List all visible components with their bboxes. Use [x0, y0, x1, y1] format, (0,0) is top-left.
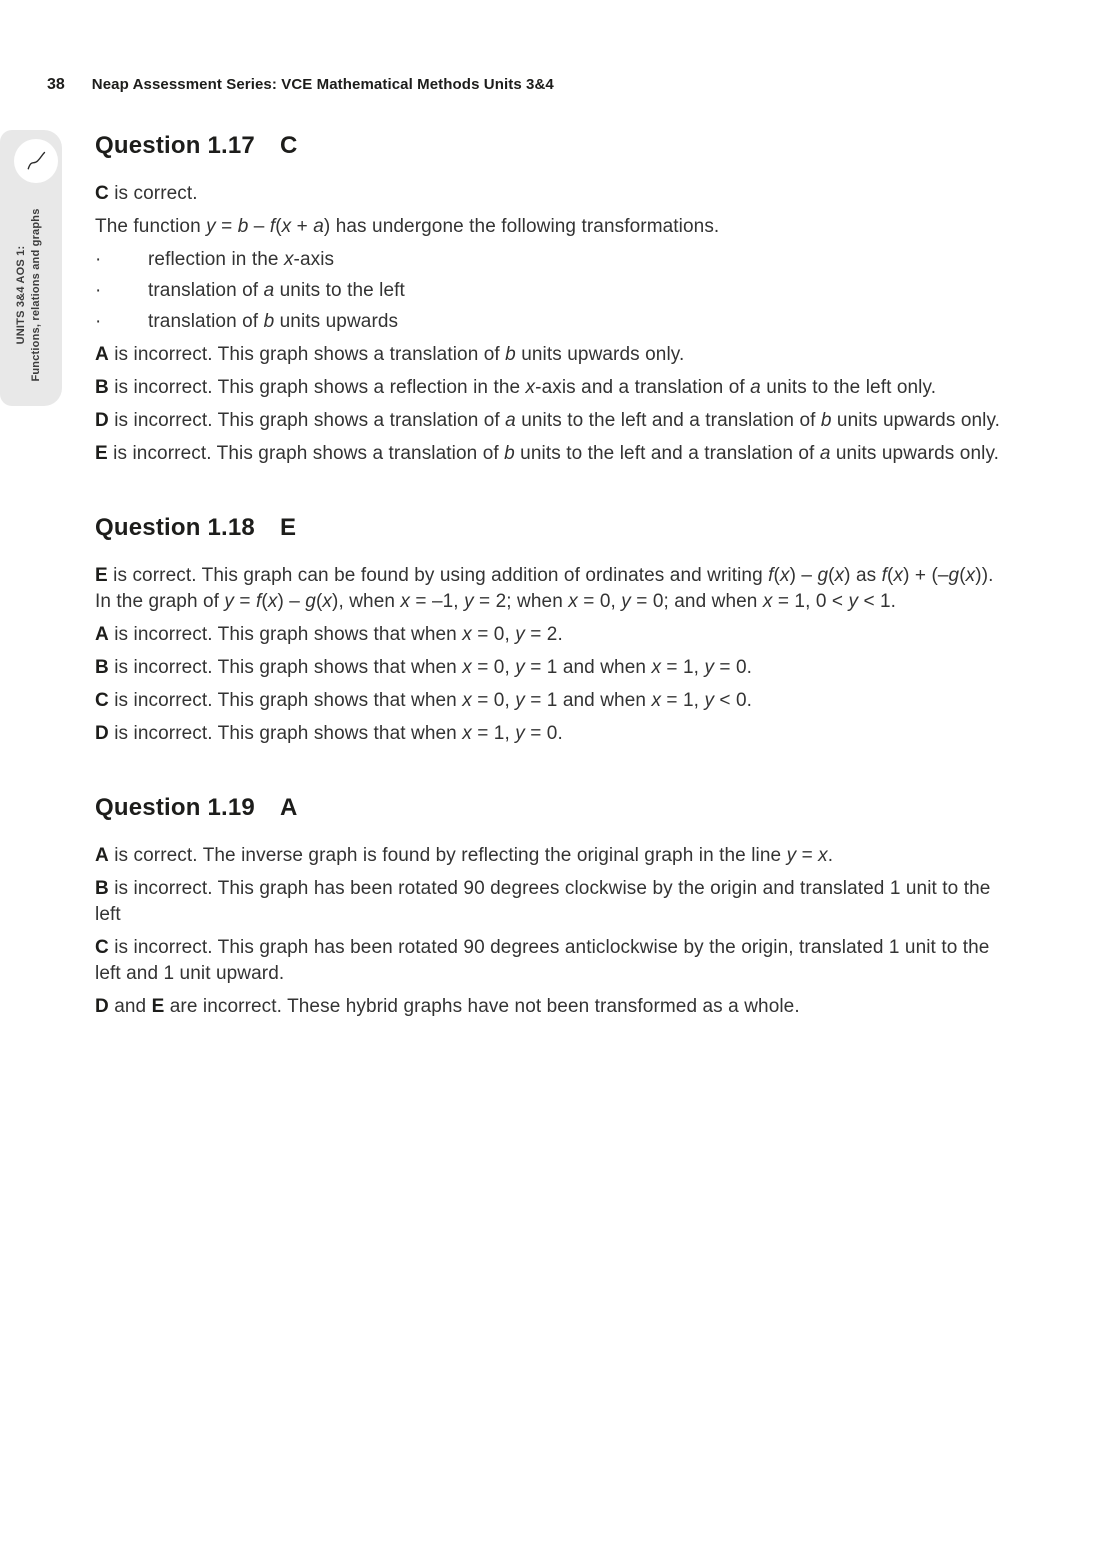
text: is correct. This graph can be found by using addition of ordinates and writing [107, 565, 769, 586]
text: = 1 and when [524, 657, 652, 678]
bold-text: C [95, 937, 109, 958]
paragraph [95, 622, 1012, 648]
math-variable: b [504, 443, 515, 464]
paragraph [95, 181, 1012, 207]
text: units to the left and a translation of [514, 443, 820, 464]
math-variable: f [768, 565, 774, 586]
bold-text: D [95, 996, 109, 1017]
paragraph [95, 994, 1012, 1020]
text: ) has undergone the following transformations. [323, 216, 720, 237]
text: . [827, 845, 834, 866]
text: = –1, [410, 591, 465, 612]
text: = [796, 845, 819, 866]
text: are incorrect. These hybrid graphs have not been transformed as a whole. [164, 996, 800, 1017]
text: = [215, 216, 238, 237]
text: units upwards only. [830, 443, 1000, 464]
math-variable: a [313, 216, 324, 237]
math-variable: f [269, 216, 276, 237]
text: is correct. [108, 183, 198, 204]
text: ) as [844, 565, 882, 586]
bold-text: C [95, 183, 109, 204]
text: and [108, 996, 152, 1017]
paragraph [95, 408, 1012, 434]
page-header-title: Neap Assessment Series: VCE Mathematical Methods Units 3&4 [91, 76, 554, 93]
bold-text: E [151, 996, 165, 1017]
math-variable: b [237, 216, 249, 237]
text: units to the left only. [760, 377, 937, 398]
text: ( [959, 565, 966, 586]
math-variable: y [621, 591, 631, 612]
math-variable: y [704, 690, 715, 711]
bold-text: E [95, 565, 108, 586]
text: units to the left [274, 280, 405, 301]
math-variable: x [779, 565, 790, 586]
math-variable: y [515, 690, 525, 711]
math-variable: y [224, 591, 235, 612]
text: is incorrect. This graph shows that when [108, 657, 463, 678]
paragraph [95, 563, 1012, 615]
text: is incorrect. This graph shows that when [108, 690, 463, 711]
math-variable: g [305, 591, 316, 612]
math-variable: x [462, 723, 472, 744]
chapter-side-tab [0, 130, 62, 406]
text: ), when [332, 591, 401, 612]
math-variable: f [881, 565, 888, 586]
text: is incorrect. This graph shows that when [108, 624, 463, 645]
math-variable: x [818, 845, 828, 866]
page-header [47, 76, 554, 94]
text: is incorrect. This graph has been rotated 90 degrees anticlockwise by the origin, translated 1 unit to the left and 1 unit upward. [95, 937, 990, 984]
math-variable: x [834, 565, 845, 586]
text: ( [887, 565, 894, 586]
text: = [234, 591, 256, 612]
math-variable: g [817, 565, 829, 586]
text: ( [773, 565, 780, 586]
paragraph [95, 935, 1012, 987]
bold-text: D [95, 410, 109, 431]
text: + [291, 216, 314, 237]
text: = 1, 0 < [772, 591, 849, 612]
text: = 0. [714, 657, 753, 678]
section-heading [95, 793, 1012, 823]
math-variable: x [462, 690, 472, 711]
text: = 0, [471, 624, 516, 645]
text: ) – [789, 565, 818, 586]
bullet-item [95, 278, 1012, 304]
bold-text: A [95, 845, 109, 866]
math-variable: y [515, 624, 525, 645]
math-variable: f [256, 591, 262, 612]
bullet-item [95, 309, 1012, 335]
math-variable: x [462, 624, 472, 645]
text: = 1, [661, 657, 705, 678]
text: is correct. The inverse graph is found by reflecting the original graph in the line [108, 845, 787, 866]
math-variable: a [750, 377, 761, 398]
paragraph [95, 721, 1012, 747]
page-number: 38 [47, 76, 65, 93]
section-question-1-19 [95, 793, 1012, 1020]
side-tab-label [14, 195, 48, 395]
text: is incorrect. This graph shows a translation of [107, 443, 505, 464]
math-variable: x [893, 565, 904, 586]
bold-text: A [95, 624, 109, 645]
math-variable: y [704, 657, 715, 678]
math-variable: b [820, 410, 832, 431]
math-variable: x [525, 377, 536, 398]
text: The function [95, 216, 207, 237]
math-variable: x [651, 690, 662, 711]
section-answer: A [279, 794, 298, 821]
bullet-text [148, 309, 398, 335]
text: = 1 and when [524, 690, 652, 711]
text: ( [315, 591, 323, 612]
paragraph [95, 688, 1012, 714]
math-variable: x [462, 657, 472, 678]
text: < 1. [858, 591, 897, 612]
text: = 0. [524, 723, 563, 744]
paragraph [95, 441, 1012, 467]
math-variable: y [786, 845, 797, 866]
side-tab-label-line1: UNITS 3&4 AOS 1: [15, 245, 27, 345]
text: is incorrect. This graph has been rotated 90 degrees clockwise by the origin and translated 1 unit to the left [95, 878, 991, 925]
section-question-1-17 [95, 131, 1012, 467]
math-variable: y [206, 216, 216, 237]
bullet-text [148, 278, 405, 304]
text: = 0; and when [630, 591, 763, 612]
math-variable: y [515, 657, 525, 678]
bold-text: C [95, 690, 109, 711]
text: = 2. [524, 624, 563, 645]
text: ) + (– [903, 565, 949, 586]
math-variable: a [263, 280, 275, 301]
page-content [95, 120, 1012, 1027]
bullet-item [95, 247, 1012, 273]
text: = 0, [471, 690, 516, 711]
section-heading [95, 513, 1012, 543]
bold-text: B [95, 878, 109, 899]
math-variable: g [948, 565, 960, 586]
text: ( [275, 216, 282, 237]
curve-icon [19, 144, 53, 178]
paragraph [95, 843, 1012, 869]
paragraph [95, 876, 1012, 928]
math-variable: y [464, 591, 474, 612]
math-variable: a [819, 443, 831, 464]
math-variable: x [651, 657, 662, 678]
text: units upwards [274, 311, 399, 332]
bold-text: E [95, 443, 108, 464]
math-variable: y [848, 591, 859, 612]
bullet-dot: · [95, 249, 102, 270]
section-title: Question 1.17 [95, 132, 255, 159]
tab-circle [14, 139, 58, 183]
section-title: Question 1.18 [95, 514, 255, 541]
text: = 0, [471, 657, 516, 678]
text: )). In the graph of [95, 565, 994, 612]
section-question-1-18 [95, 513, 1012, 747]
section-heading [95, 131, 1012, 161]
bold-text: B [95, 657, 109, 678]
math-variable: b [263, 311, 275, 332]
bullet-text [148, 247, 334, 273]
math-variable: y [515, 723, 525, 744]
paragraph [95, 655, 1012, 681]
text: is incorrect. This graph shows a translation of [108, 344, 506, 365]
bold-text: B [95, 377, 109, 398]
math-variable: x [762, 591, 773, 612]
paragraph [95, 375, 1012, 401]
text: -axis and a translation of [535, 377, 751, 398]
bullet-dot: · [95, 311, 102, 332]
section-title: Question 1.19 [95, 794, 255, 821]
math-variable: x [568, 591, 578, 612]
bullet-dot: · [95, 280, 102, 301]
bold-text: D [95, 723, 109, 744]
text: reflection in the [148, 249, 284, 270]
math-variable: x [322, 591, 333, 612]
math-variable: a [505, 410, 516, 431]
text: = 2; when [473, 591, 569, 612]
text: translation of [148, 280, 264, 301]
text: ( [261, 591, 268, 612]
math-variable: x [267, 591, 278, 612]
text: = 1, [661, 690, 705, 711]
paragraph [95, 342, 1012, 368]
text: is incorrect. This graph shows a translation of [108, 410, 506, 431]
text: – [248, 216, 270, 237]
text: units upwards only. [515, 344, 685, 365]
side-tab-label-line2: Functions, relations and graphs [30, 208, 42, 382]
section-answer: C [279, 132, 298, 159]
text: < 0. [714, 690, 753, 711]
math-variable: x [400, 591, 411, 612]
text: translation of [148, 311, 264, 332]
math-variable: x [965, 565, 976, 586]
text: is incorrect. This graph shows a reflection in the [108, 377, 526, 398]
text: units to the left and a translation of [515, 410, 821, 431]
math-variable: x [281, 216, 292, 237]
text: = 0, [577, 591, 622, 612]
text: is incorrect. This graph shows that when [108, 723, 463, 744]
text: ) – [277, 591, 306, 612]
text: -axis [293, 249, 335, 270]
math-variable: x [283, 249, 294, 270]
text: units upwards only. [831, 410, 1001, 431]
text: = 1, [471, 723, 516, 744]
text: ( [828, 565, 835, 586]
bold-text: A [95, 344, 109, 365]
math-variable: b [505, 344, 516, 365]
paragraph [95, 214, 1012, 240]
section-answer: E [279, 514, 297, 541]
